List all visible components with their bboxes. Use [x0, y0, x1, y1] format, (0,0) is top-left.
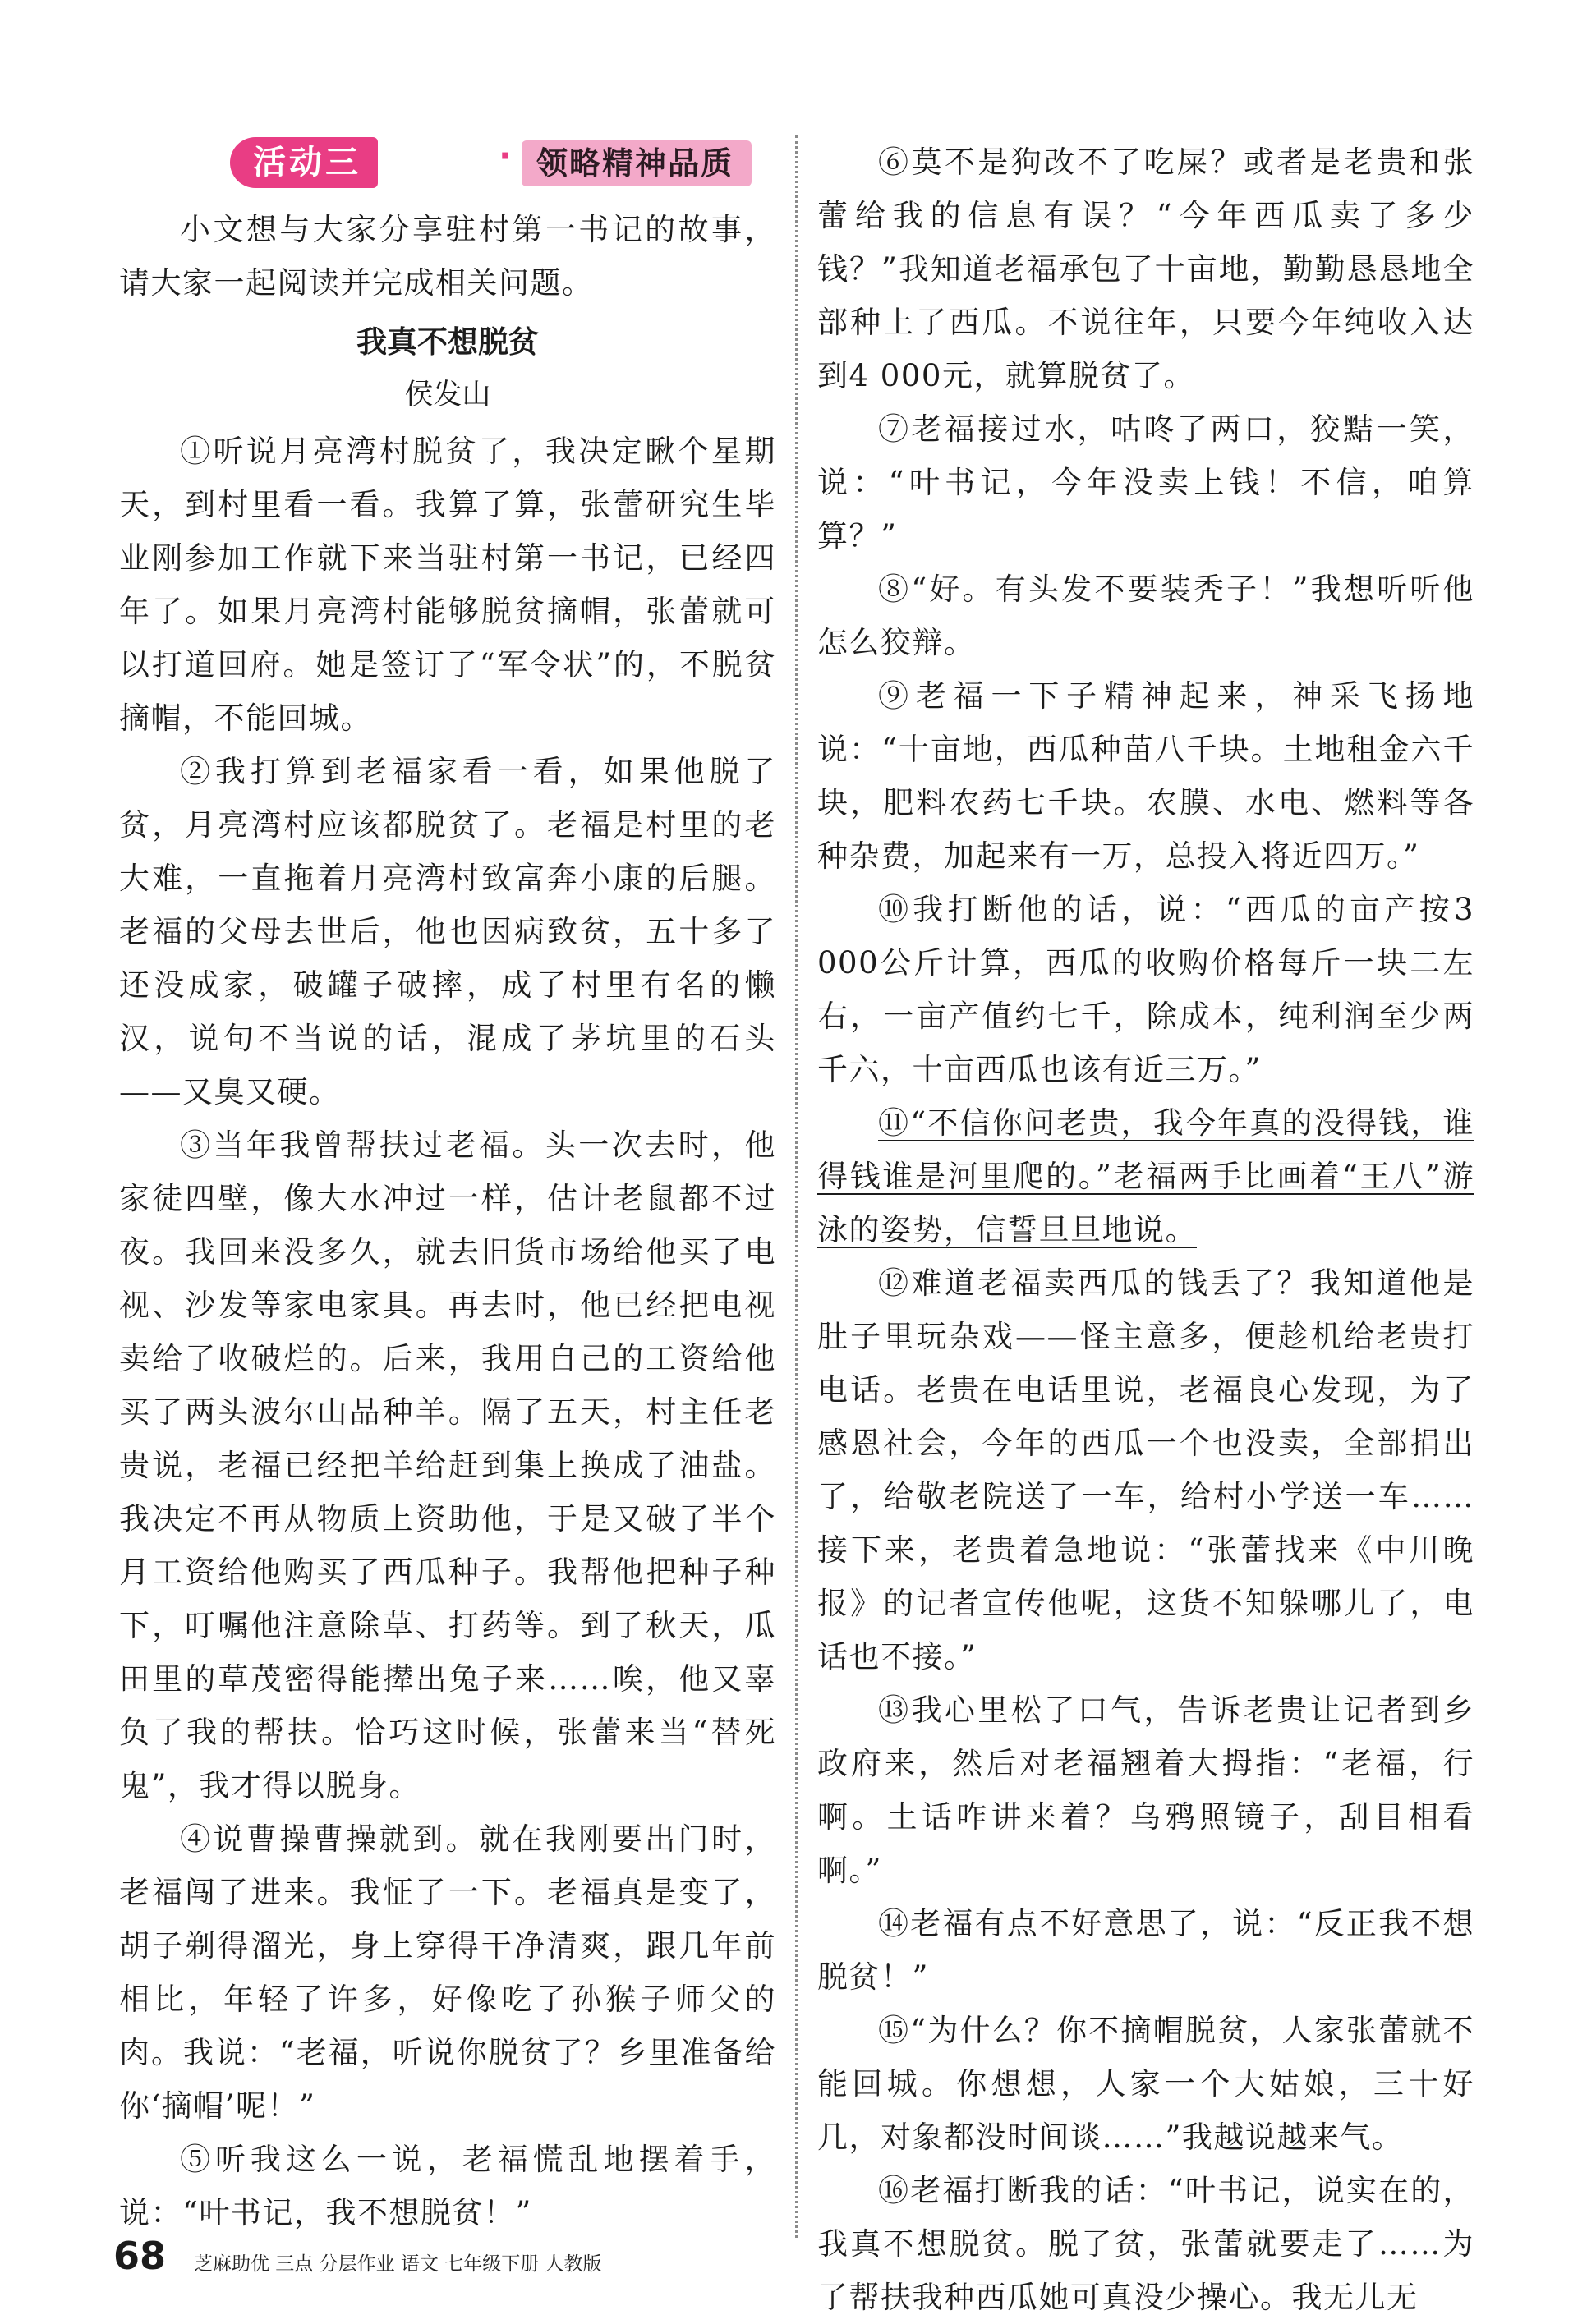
right-column [817, 135, 1474, 2324]
book-info: 芝麻助优 三点 分层作业 语文 七年级下册 人教版 [194, 2253, 602, 2275]
column-divider [795, 135, 798, 2238]
activity-badge: 活动三 [230, 137, 378, 188]
article-title: 我真不想脱贫 [356, 324, 539, 360]
article-author: 侯发山 [404, 379, 491, 411]
paragraph-1: ①听说月亮湾村脱贫了，我决定瞅个星期天，到村里看一看。我算了算，张蕾研究生毕业刚参加工作就下来当驻村第一书记，已经四年了。如果月亮湾村能够脱贫摘帽，张蕾就可以打道回府。她是签订了“军令状”的，不脱贫摘帽，不能回城。 [119, 434, 776, 736]
page-number: 68 [113, 2234, 167, 2278]
left-column [119, 135, 776, 2239]
paragraph-4: ④说曹操曹操就到。就在我刚要出门时，老福闯了进来。我怔了一下。老福真是变了，胡子剃得溜光，身上穿得干净清爽，跟几年前相比，年轻了许多，好像吃了孙猴子师父的肉。我说：“老福，听说你脱贫了？乡里准备给你‘摘帽’呢！” [119, 1821, 776, 2124]
paragraph-10: ⑩我打断他的话，说：“西瓜的亩产按3 000公斤计算，西瓜的收购价格每斤一块二左右，一亩产值约七千，除成本，纯利润至少两千六，十亩西瓜也该有近三万。” [817, 892, 1474, 1087]
paragraph-8: ⑧“好。有头发不要装秃子！”我想听听他怎么狡辩。 [817, 572, 1474, 660]
paragraph-14: ⑭老福有点不好意思了，说：“反正我不想脱贫！” [817, 1906, 1474, 1995]
paragraph-16: ⑯老福打断我的话：“叶书记，说实在的，我真不想脱贫。脱了贫，张蕾就要走了……为了帮扶我种西瓜她可真没少操心。我无儿无 [817, 2173, 1474, 2315]
paragraph-15: ⑮“为什么？你不摘帽脱贫，人家张蕾就不能回城。你想想，人家一个大姑娘，三十好几，对象都没时间谈……”我越说越来气。 [817, 2013, 1474, 2155]
paragraph-3: ③当年我曾帮扶过老福。头一次去时，他家徒四壁，像大水冲过一样，估计老鼠都不过夜。我回来没多久，就去旧货市场给他买了电视、沙发等家电家具。再去时，他已经把电视卖给了收破烂的。后来，我用自己的工资给他买了两头波尔山品种羊。隔了五天，村主任老贵说，老福已经把羊给赶到集上换成了油盐。我决定不再从物质上资助他，于是又破了半个月工资给他购买了西瓜种子。我帮他把种子种下，叮嘱他注意除草、打药等。到了秋天，瓜田里的草茂密得能撵出兔子来……唉，他又辜负了我的帮扶。恰巧这时候，张蕾来当“替死鬼”，我才得以脱身。 [119, 1128, 776, 1803]
paragraph-9: ⑨老福一下子精神起来，神采飞扬地说：“十亩地，西瓜种苗八千块。土地租金六千块，肥料农药七千块。农膜、水电、燃料等各种杂费，加起来有一万，总投入将近四万。” [817, 678, 1474, 874]
activity-heading [119, 135, 776, 203]
paragraph-6: ⑥莫不是狗改不了吃屎？或者是老贵和张蕾给我的信息有误？“今年西瓜卖了多少钱？”我知道老福承包了十亩地，勤勤恳恳地全部种上了西瓜。不说往年，只要今年纯收入达到4 000元，就算脱贫了。 [817, 145, 1474, 393]
heading-dot: · [499, 135, 512, 176]
paragraph-5: ⑤听我这么一说，老福慌乱地摆着手，说：“叶书记，我不想脱贫！” [119, 2142, 776, 2230]
paragraph-7: ⑦老福接过水，咕咚了两口，狡黠一笑，说：“叶书记，今年没卖上钱！不信，咱算算？” [817, 411, 1474, 553]
activity-title: 领略精神品质 [522, 140, 752, 186]
intro-text: 小文想与大家分享驻村第一书记的故事，请大家一起阅读并完成相关问题。 [119, 212, 776, 301]
paragraph-12: ⑫难道老福卖西瓜的钱丢了？我知道他是肚子里玩杂戏——怪主意多，便趁机给老贵打电话。老贵在电话里说，老福良心发现，为了感恩社会，今年的西瓜一个也没卖，全部捐出了，给敬老院送了一车，给村小学送一车……接下来，老贵着急地说：“张蕾找来《中川晚报》的记者宣传他呢，这货不知躲哪儿了，电话也不接。” [817, 1265, 1474, 1674]
paragraph-11-underlined: ⑪“不信你问老贵，我今年真的没得钱，谁得钱谁是河里爬的。”老福两手比画着“王八”游泳的姿势，信誓旦旦地说。 [817, 1105, 1474, 1247]
paragraph-2: ②我打算到老福家看一看，如果他脱了贫，月亮湾村应该都脱贫了。老福是村里的老大难，一直拖着月亮湾村致富奔小康的后腿。老福的父母去世后，他也因病致贫，五十多了还没成家，破罐子破摔，成了村里有名的懒汉，说句不当说的话，混成了茅坑里的石头——又臭又硬。 [119, 754, 776, 1109]
paragraph-13: ⑬我心里松了口气，告诉老贵让记者到乡政府来，然后对老福翘着大拇指：“老福，行啊。土话咋讲来着？乌鸦照镜子，刮目相看啊。” [817, 1692, 1474, 1888]
